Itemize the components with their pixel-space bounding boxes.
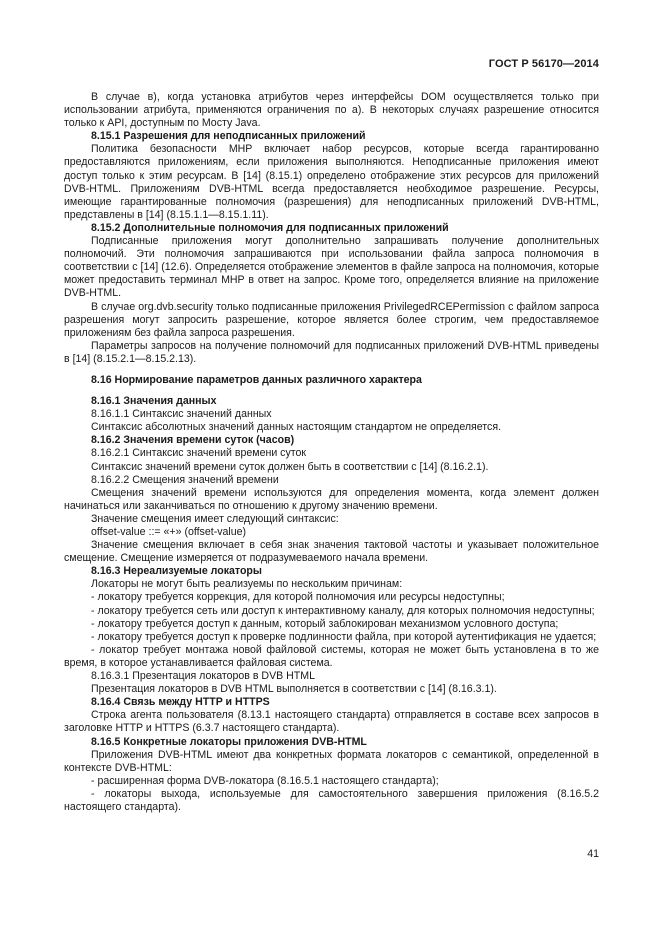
paragraph: Синтаксис значений времени суток должен быть в соответствии с [14] (8.16.2.1). (91, 460, 489, 473)
section-heading: 8.16 Нормирование параметров данных различного характера (91, 373, 422, 386)
subsection-heading: 8.16.2.2 Смещения значений времени (91, 473, 279, 486)
paragraph: Значение смещения имеет следующий синтаксис: (91, 512, 339, 525)
paragraph: Синтаксис абсолютных значений данных настоящим стандартом не определяется. (91, 421, 502, 434)
list-item: - локатору требуется сеть или доступ к интерактивному каналу, для которых полномочия недоступны; (91, 604, 595, 617)
paragraph: Политика безопасности MHP включает набор ресурсов, которые всегда гарантированно предоставляются приложениям, если приложения выполняются. Неподписанные приложения имеют доступ только к этим ресурсам. В [14] (8.15.1) определено отображение этих ресурсов для приложений DVB-HTML. Приложениям DVB-HTML всегда предоставляется необходимое разрешение. Ресурсы, имеющие гарантированные полномочия (разрешения) для неподписанных приложений DVB-HTML, представлены в [14] (8.15.1.1—8.15.1.11). (64, 143, 599, 221)
paragraph: Локаторы не могут быть реализуемы по нескольким причинам: (91, 578, 403, 591)
page-header: ГОСТ Р 56170—2014 (488, 58, 599, 70)
spacer (64, 387, 599, 395)
list-item: - локаторы выхода, используемые для самостоятельного завершения приложения (8.16.5.2 настоящего стандарта). (64, 787, 599, 813)
document-body (64, 91, 599, 814)
section-heading: 8.15.1 Разрешения для неподписанных приложений (91, 130, 366, 143)
subsection-heading: 8.16.1.1 Синтаксис значений данных (91, 408, 272, 421)
subsection-heading: 8.16.3.1 Презентация локаторов в DVB HTML (91, 670, 315, 683)
paragraph: Презентация локаторов в DVB HTML выполняется в соответствии с [14] (8.16.3.1). (91, 683, 497, 696)
section-heading: 8.16.4 Связь между HTTP и HTTPS (91, 696, 270, 709)
paragraph: Смещения значений времени используются для определения момента, когда элемент должен начинаться или заканчиваться по отношению к другому значению времени. (64, 486, 599, 512)
paragraph: Строка агента пользователя (8.13.1 настоящего стандарта) отправляется в составе всех запросов в заголовке HTTP и HTTPS (6.3.7 настоящего стандарта). (64, 709, 599, 735)
section-heading: 8.16.1 Значения данных (91, 395, 217, 408)
paragraph: Значение смещения включает в себя знак значения тактовой частоты и указывает положительное смещение. Смещение измеряется от подразумеваемого начала времени. (64, 539, 599, 565)
paragraph: Подписанные приложения могут дополнительно запрашивать получение дополнительных полномочий. Эти полномочия запрашиваются при использовании файла запроса полномочия в соответствии с [14] (12.6). Определяется отображение элементов в файле запроса на полномочия, которые может предоставить терминал MHP в ответ на запрос. Кроме того, определяется влияние на приложение DVB-HTML. (64, 235, 599, 300)
section-heading: 8.16.5 Конкретные локаторы приложения DVB-HTML (91, 735, 367, 748)
paragraph: В случае org.dvb.security только подписанные приложения PrivilegedRCEPermission с файлом запроса разрешения могут запросить разрешение, которое является более строгим, чем предоставляемое приложениям без файла запроса разрешения. (64, 300, 599, 339)
section-heading: 8.16.3 Нереализуемые локаторы (91, 565, 262, 578)
spacer (64, 366, 599, 374)
list-item: - локатору требуется коррекция, для которой полномочия или ресурсы недоступны; (91, 591, 505, 604)
page-number: 41 (587, 848, 599, 860)
paragraph: В случае в), когда установка атрибутов через интерфейсы DOM осуществляется только при использовании атрибута, применяются ограничения по а). В некоторых случаях разрешение относится только к API, доступным по Мосту Java. (64, 91, 599, 130)
paragraph: Параметры запросов на получение полномочий для подписанных приложений DVB-HTML приведены в [14] (8.15.2.1—8.15.2.13). (64, 339, 599, 365)
list-item: - локатор требует монтажа новой файловой системы, которая не может быть установлена в то же время, в которое устанавливается файловая система. (64, 643, 599, 669)
section-heading: 8.15.2 Дополнительные полномочия для подписанных приложений (91, 221, 449, 234)
list-item: - локатору требуется доступ к проверке подлинности файла, при которой аутентификация не удается; (91, 630, 597, 643)
paragraph: Приложения DVB-HTML имеют два конкретных формата локаторов с семантикой, определенной в контексте DVB-HTML: (64, 748, 599, 774)
paragraph: offset-value ::= «+» (offset-value) (91, 526, 247, 538)
list-item: - расширенная форма DVB-локатора (8.16.5.1 настоящего стандарта); (91, 774, 439, 787)
list-item: - локатору требуется доступ к данным, который заблокирован механизмом условного доступа; (91, 617, 559, 630)
section-heading: 8.16.2 Значения времени суток (часов) (91, 434, 295, 447)
subsection-heading: 8.16.2.1 Синтаксис значений времени суток (91, 447, 307, 460)
